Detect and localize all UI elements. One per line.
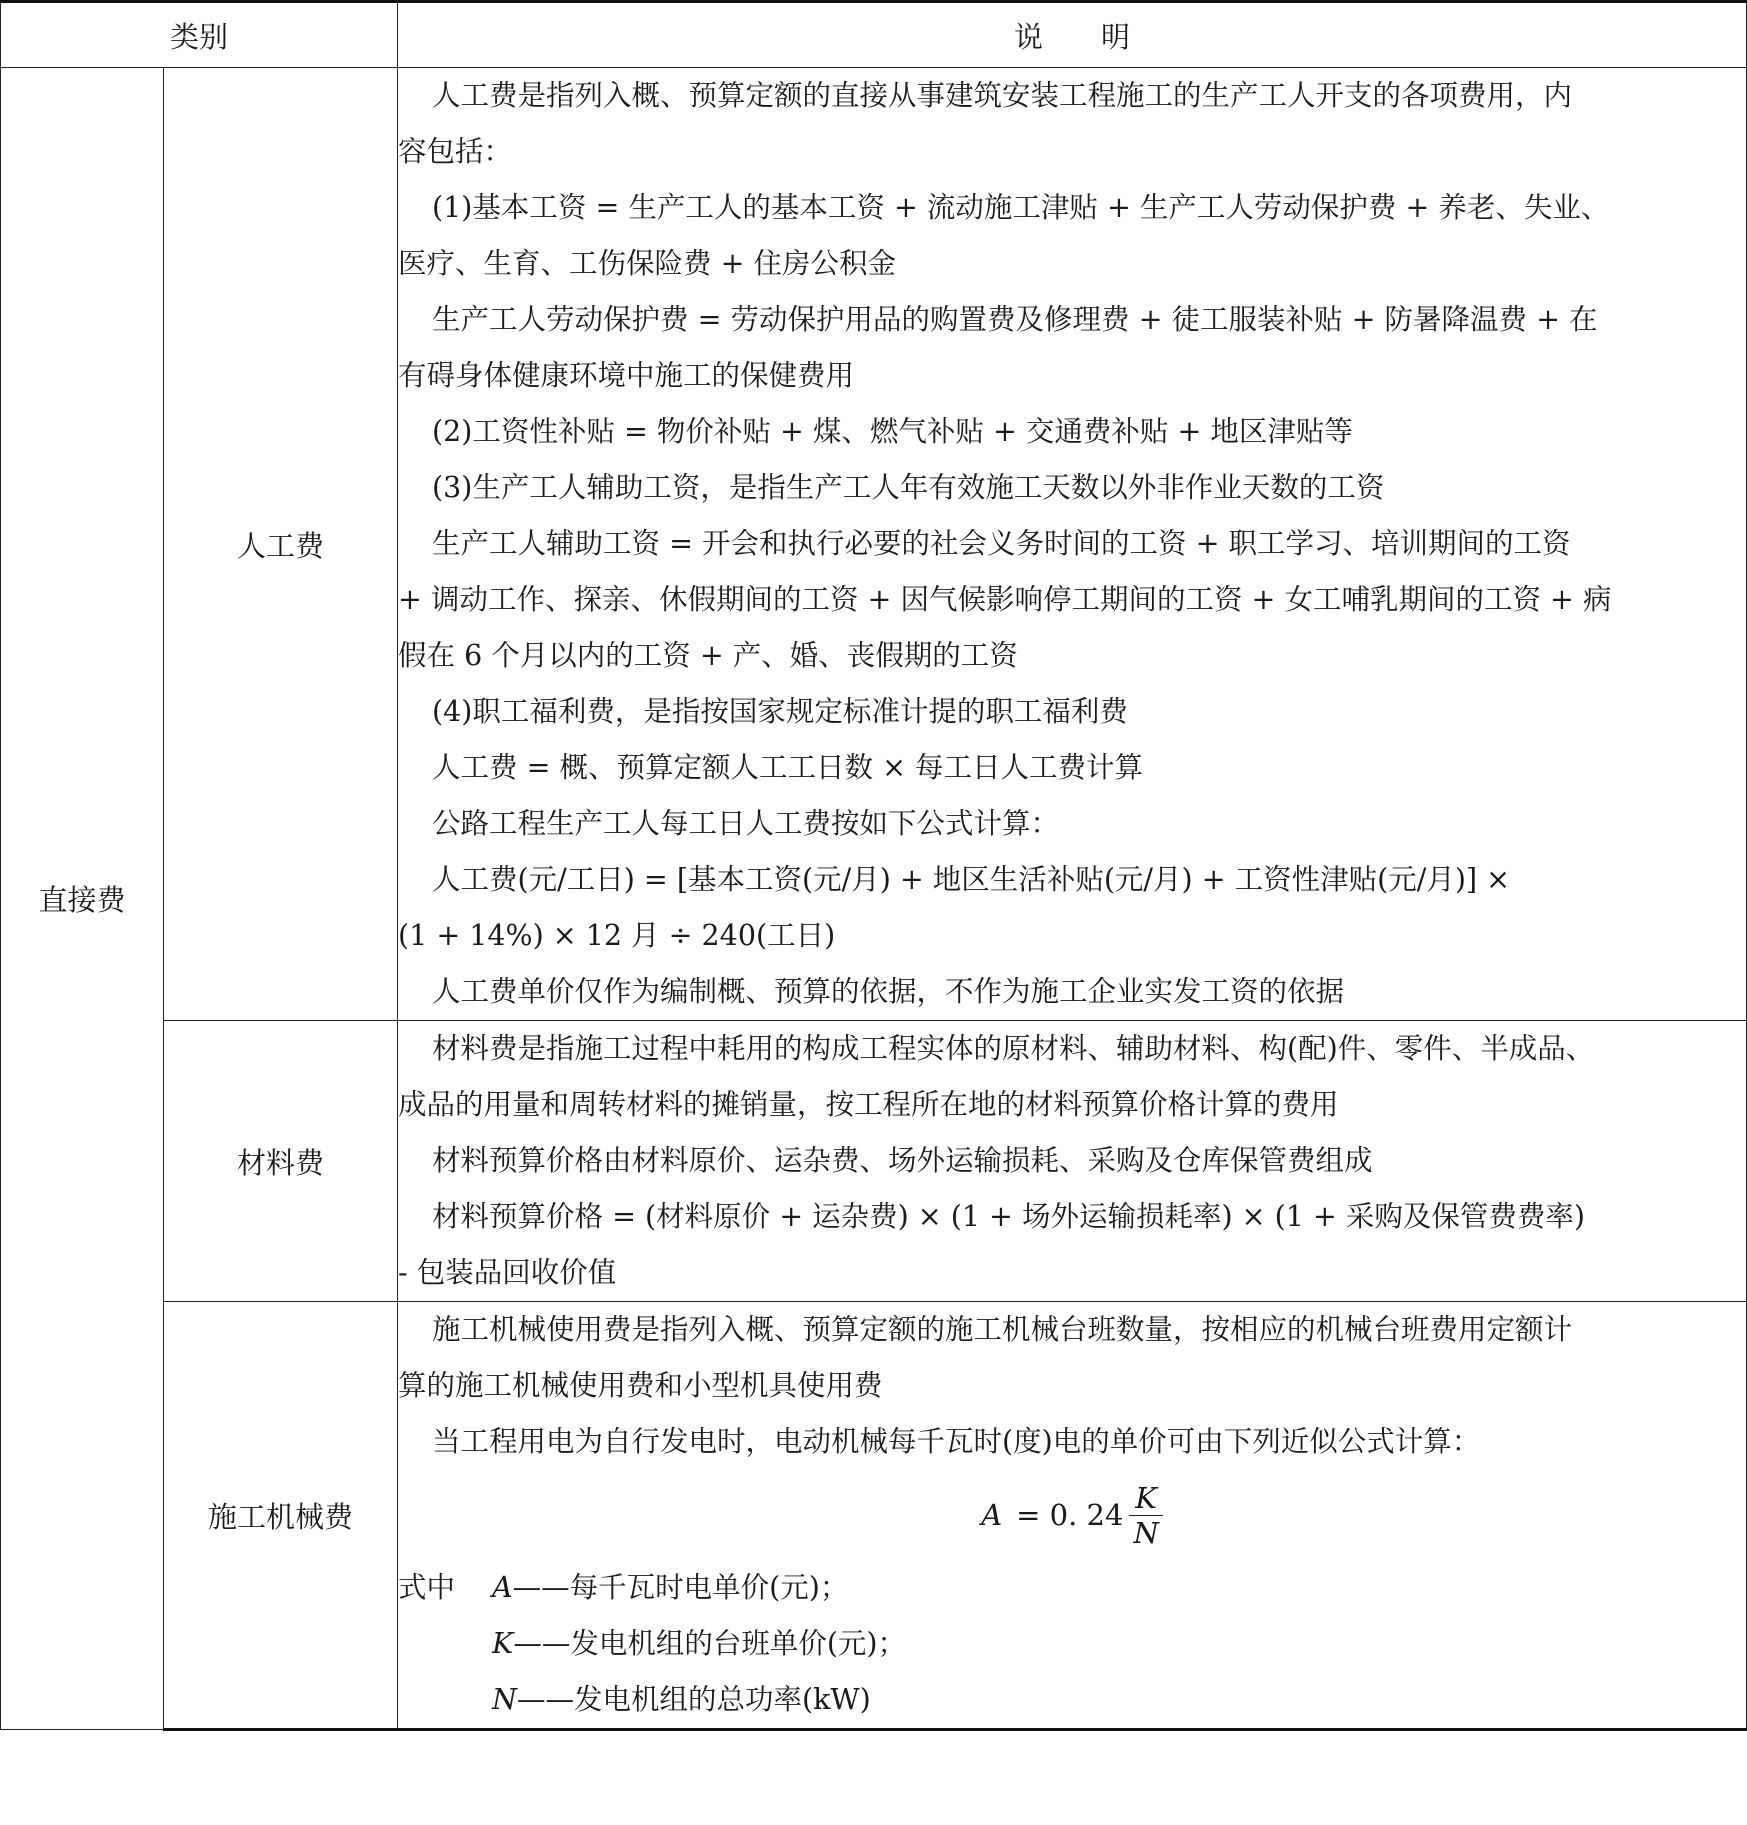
formula-denominator: N xyxy=(1133,1515,1159,1550)
where-text: ——发电机组的总功率(kW) xyxy=(516,1683,871,1716)
header-description: 说 明 xyxy=(398,2,1747,68)
where-row xyxy=(492,1616,1746,1672)
text-line: 生产工人劳动保护费 = 劳动保护用品的购置费及修理费 + 徒工服装补贴 + 防暑降温费 + 在 xyxy=(432,303,1598,336)
text-line: 医疗、生育、工伤保险费 + 住房公积金 xyxy=(398,247,897,280)
formula-numerator: K xyxy=(1135,1480,1157,1515)
row-label-machinery: 施工机械费 xyxy=(164,1302,398,1730)
where-row xyxy=(398,1560,1746,1616)
where-var: N xyxy=(492,1683,517,1716)
text-line: 材料预算价格 = (材料原价 + 运杂费) × (1 + 场外运输损耗率) × (1 + 采购及保管费费率) xyxy=(432,1200,1585,1233)
text-line: 人工费单价仅作为编制概、预算的依据，不作为施工企业实发工资的依据 xyxy=(432,975,1345,1008)
formula-fraction xyxy=(1129,1481,1162,1550)
row-label-material: 材料费 xyxy=(164,1021,398,1302)
text-line: 材料预算价格由材料原价、运杂费、场外运输损耗、采购及仓库保管费组成 xyxy=(432,1144,1373,1177)
formula-eq: = 0. 24 xyxy=(1016,1498,1124,1532)
text-line: + 调动工作、探亲、休假期间的工资 + 因气候影响停工期间的工资 + 女工哺乳期间的工资 + 病 xyxy=(398,583,1612,616)
header-category: 类别 xyxy=(1,2,398,68)
text-line: 当工程用电为自行发电时，电动机械每千瓦时(度)电的单价可由下列近似公式计算： xyxy=(432,1425,1481,1458)
text-line: (1 + 14%) × 12 月 ÷ 240(工日) xyxy=(398,919,836,952)
text-line: - 包装品回收价值 xyxy=(398,1256,617,1289)
text-line: 材料费是指施工过程中耗用的构成工程实体的原材料、辅助材料、构(配)件、零件、半成品、 xyxy=(432,1032,1595,1065)
where-label: 式中 xyxy=(398,1571,456,1604)
text-line: 成品的用量和周转材料的摊销量，按工程所在地的材料预算价格计算的费用 xyxy=(398,1088,1339,1121)
where-text: ——发电机组的台班单价(元)； xyxy=(513,1627,907,1660)
formula-lhs: A xyxy=(981,1498,1003,1532)
group-label-direct-cost: 直接费 xyxy=(1,68,164,1730)
table-row xyxy=(1,1302,1747,1730)
text-line: 人工费 = 概、预算定额人工工日数 × 每工日人工费计算 xyxy=(432,751,1144,784)
text-line: 人工费是指列入概、预算定额的直接从事建筑安装工程施工的生产工人开支的各项费用，内 xyxy=(432,79,1573,112)
text-line: 公路工程生产工人每工日人工费按如下公式计算： xyxy=(432,807,1060,840)
row-desc-material xyxy=(398,1021,1747,1302)
where-var: A xyxy=(492,1571,513,1604)
row-desc-labor xyxy=(398,68,1747,1021)
where-row xyxy=(492,1672,1746,1728)
text-line: 人工费(元/工日) = [基本工资(元/月) + 地区生活补贴(元/月) + 工资性津贴(元/月)] × xyxy=(432,863,1511,896)
text-line: 生产工人辅助工资 = 开会和执行必要的社会义务时间的工资 + 职工学习、培训期间的工资 xyxy=(432,527,1571,560)
row-label-labor: 人工费 xyxy=(164,68,398,1021)
row-desc-machinery xyxy=(398,1302,1747,1730)
text-line: 有碍身体健康环境中施工的保健费用 xyxy=(398,359,855,392)
text-line: 算的施工机械使用费和小型机具使用费 xyxy=(398,1369,883,1402)
where-var: K xyxy=(492,1627,514,1660)
table-row xyxy=(1,1021,1747,1302)
text-line: 施工机械使用费是指列入概、预算定额的施工机械台班数量，按相应的机械台班费用定额计 xyxy=(432,1313,1573,1346)
formula xyxy=(398,1470,1746,1560)
text-line: 容包括： xyxy=(398,135,513,168)
table-row xyxy=(1,68,1747,1021)
text-line: (2)工资性补贴 = 物价补贴 + 煤、燃气补贴 + 交通费补贴 + 地区津贴等 xyxy=(432,415,1353,448)
where-text: ——每千瓦时电单价(元)； xyxy=(512,1571,849,1604)
table-header-row xyxy=(1,2,1747,68)
text-line: 假在 6 个月以内的工资 + 产、婚、丧假期的工资 xyxy=(398,639,1018,672)
text-line: (1)基本工资 = 生产工人的基本工资 + 流动施工津贴 + 生产工人劳动保护费 + 养老、失业、 xyxy=(432,191,1610,224)
text-line: (3)生产工人辅助工资，是指生产工人年有效施工天数以外非作业天数的工资 xyxy=(432,471,1385,504)
text-line: (4)职工福利费，是指按国家规定标准计提的职工福利费 xyxy=(432,695,1128,728)
